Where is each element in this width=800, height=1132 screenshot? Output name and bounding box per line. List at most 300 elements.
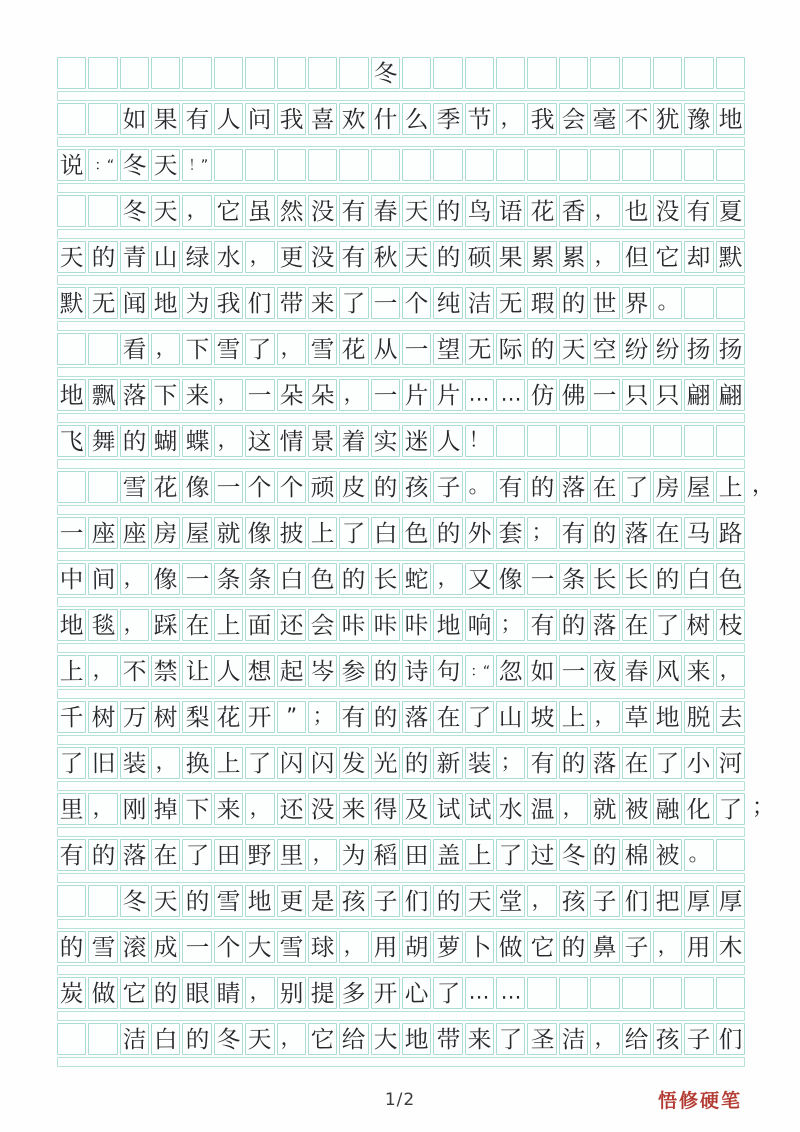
handwritten-character: 里 (279, 841, 304, 869)
grid-cell (120, 195, 149, 227)
grid-cell (151, 517, 180, 549)
handwritten-character: 带 (279, 289, 304, 317)
grid-cell (622, 839, 651, 871)
handwritten-character: ， (280, 1026, 302, 1051)
grid-cell (716, 379, 745, 411)
grid-cell (151, 149, 180, 181)
handwritten-character: 如 (530, 657, 555, 685)
handwritten-character: 闻 (122, 289, 147, 317)
handwritten-character: 它 (310, 1025, 335, 1053)
row-spacer (57, 459, 745, 469)
handwritten-character: 天 (153, 151, 178, 179)
grid-cell (653, 793, 682, 825)
row-cells (57, 333, 745, 365)
grid-cell (151, 379, 180, 411)
grid-cell (465, 839, 494, 871)
handwritten-character: 长 (592, 565, 617, 593)
handwritten-character: 地 (59, 611, 84, 639)
grid-cell (151, 931, 180, 963)
handwritten-character: 的 (153, 979, 178, 1007)
handwritten-character: 望 (436, 335, 461, 363)
grid-cell (371, 149, 400, 181)
grid-cell (339, 517, 368, 549)
handwritten-character: 子 (624, 933, 649, 961)
handwritten-character: 参 (341, 657, 366, 685)
row-spacer (57, 781, 745, 791)
grid-cell (527, 563, 556, 595)
grid-cell (214, 977, 243, 1009)
grid-cell (684, 839, 713, 871)
grid-cell (653, 517, 682, 549)
row-cells (57, 655, 745, 687)
grid-cell (57, 103, 86, 135)
row-spacer (57, 505, 745, 515)
handwritten-character: 像 (247, 519, 272, 547)
grid-cell (590, 701, 619, 733)
handwritten-character: 蛇 (404, 565, 429, 593)
handwritten-character: 一 (59, 519, 84, 547)
grid-cell (214, 517, 243, 549)
grid-cell (57, 931, 86, 963)
grid-cell (245, 425, 274, 457)
handwritten-character: 成 (153, 933, 178, 961)
grid-cell (590, 885, 619, 917)
handwritten-character: … (468, 382, 490, 407)
handwritten-character: 里 (59, 795, 84, 823)
handwritten-character: 落 (624, 519, 649, 547)
grid-cell (433, 195, 462, 227)
grid-cell (653, 57, 682, 89)
handwritten-character: 野 (247, 841, 272, 869)
grid-cell (465, 57, 494, 89)
handwritten-character: 的 (341, 565, 366, 593)
grid-cell (88, 471, 117, 503)
grid-cell (308, 471, 337, 503)
handwritten-character: 天 (467, 887, 492, 915)
grid-cell (151, 57, 180, 89)
grid-cell (120, 103, 149, 135)
grid-cell (559, 195, 588, 227)
grid-cell (308, 931, 337, 963)
handwritten-character: 落 (122, 381, 147, 409)
handwritten-character: 一 (185, 565, 210, 593)
handwritten-character: 了 (624, 473, 649, 501)
watermark-signature: 悟修硬笔 (657, 1090, 742, 1112)
grid-cell (182, 839, 211, 871)
handwritten-character: 有 (530, 749, 555, 777)
handwritten-character: 有 (185, 105, 210, 133)
grid-cell (590, 287, 619, 319)
grid-cell (433, 701, 462, 733)
handwritten-character: 无 (467, 335, 492, 363)
handwritten-character: 从 (373, 335, 398, 363)
handwritten-character: 长 (373, 565, 398, 593)
row-spacer (57, 229, 745, 239)
grid-cell (308, 977, 337, 1009)
grid-cell (120, 379, 149, 411)
handwritten-character: 被 (655, 841, 680, 869)
grid-cell (339, 839, 368, 871)
row-cells (57, 1023, 745, 1055)
handwritten-character: 了 (341, 519, 366, 547)
grid-cell (277, 149, 306, 181)
grid-row (57, 931, 745, 975)
handwritten-character: 田 (404, 841, 429, 869)
grid-cell (622, 563, 651, 595)
handwritten-character: 累 (530, 243, 555, 271)
handwritten-character: 地 (655, 703, 680, 731)
grid-cell (559, 563, 588, 595)
grid-cell (182, 517, 211, 549)
handwritten-character: 下 (153, 381, 178, 409)
handwritten-character: 顽 (310, 473, 335, 501)
grid-cell (308, 241, 337, 273)
grid-cell (371, 655, 400, 687)
row-spacer (57, 1011, 745, 1021)
handwritten-character: 下 (185, 795, 210, 823)
handwritten-character: 没 (310, 795, 335, 823)
grid-cell (527, 517, 556, 549)
grid-cell (559, 149, 588, 181)
handwritten-character: 上 (718, 473, 743, 501)
grid-cell (622, 149, 651, 181)
handwritten-character: 我 (279, 105, 304, 133)
handwritten-character: 的 (373, 473, 398, 501)
grid-cell (496, 425, 525, 457)
handwritten-character: 座 (91, 519, 116, 547)
handwritten-character: 了 (341, 289, 366, 317)
handwritten-character: 片 (404, 381, 429, 409)
handwritten-character: 棉 (624, 841, 649, 869)
handwritten-character: 地 (436, 611, 461, 639)
grid-cell (433, 471, 462, 503)
grid-cell (182, 379, 211, 411)
grid-cell (339, 57, 368, 89)
grid-cell (277, 609, 306, 641)
handwritten-character: 景 (310, 427, 335, 455)
row-cells (57, 149, 745, 181)
grid-cell (245, 287, 274, 319)
grid-cell (465, 655, 494, 687)
handwritten-character: 毯 (91, 611, 116, 639)
handwritten-character: 花 (153, 473, 178, 501)
grid-cell (371, 425, 400, 457)
handwritten-character: 厚 (718, 887, 743, 915)
handwritten-character: 眼 (185, 979, 210, 1007)
handwritten-character: 球 (310, 933, 335, 961)
handwritten-character: 面 (247, 611, 272, 639)
handwritten-character: 一 (373, 381, 398, 409)
handwritten-character: 温 (530, 795, 555, 823)
handwritten-character: 了 (436, 979, 461, 1007)
grid-cell (88, 1023, 117, 1055)
grid-cell (339, 931, 368, 963)
grid-cell (653, 379, 682, 411)
row-spacer (57, 965, 745, 975)
grid-cell (57, 977, 86, 1009)
handwritten-character: 的 (436, 243, 461, 271)
handwritten-character: ， (531, 888, 553, 913)
grid-cell (182, 931, 211, 963)
handwritten-character: 季 (436, 105, 461, 133)
grid-cell (57, 241, 86, 273)
handwritten-character: 洁 (467, 289, 492, 317)
grid-cell (684, 287, 713, 319)
handwritten-character: 落 (404, 703, 429, 731)
handwritten-character: ， (594, 244, 616, 269)
handwritten-character: 萝 (436, 933, 461, 961)
handwritten-character: 了 (498, 841, 523, 869)
grid-cell (684, 57, 713, 89)
handwritten-character: ！” (188, 155, 207, 174)
grid-cell (622, 701, 651, 733)
handwritten-character: 路 (718, 519, 743, 547)
grid-cell (214, 287, 243, 319)
grid-cell (371, 1023, 400, 1055)
grid-cell (339, 333, 368, 365)
handwritten-character: 冬 (122, 197, 147, 225)
row-spacer (57, 367, 745, 377)
grid-cell (339, 609, 368, 641)
handwritten-character: 有 (498, 473, 523, 501)
row-spacer (57, 183, 745, 193)
grid-cell (716, 1023, 745, 1055)
handwritten-character: 纷 (624, 335, 649, 363)
grid-cell (245, 977, 274, 1009)
grid-cell (653, 655, 682, 687)
handwritten-character: 冬 (122, 887, 147, 915)
grid-cell (277, 701, 306, 733)
grid-cell (339, 793, 368, 825)
handwritten-character: 小 (686, 749, 711, 777)
handwritten-character: 朵 (279, 381, 304, 409)
grid-cell (622, 793, 651, 825)
grid-cell (57, 885, 86, 917)
grid-cell (590, 839, 619, 871)
grid-cell (402, 609, 431, 641)
grid-cell (684, 747, 713, 779)
handwritten-character: 一 (592, 381, 617, 409)
handwritten-character: 的 (185, 887, 210, 915)
grid-cell (57, 793, 86, 825)
handwritten-character: 脱 (686, 703, 711, 731)
handwritten-character: 也 (624, 197, 649, 225)
grid-cell (653, 839, 682, 871)
handwritten-character: 座 (122, 519, 147, 547)
handwritten-character: 装 (122, 749, 147, 777)
grid-cell (245, 563, 274, 595)
handwritten-character: 了 (467, 703, 492, 731)
grid-cell (245, 149, 274, 181)
handwritten-character: 一 (247, 381, 272, 409)
handwritten-character: 飞 (59, 427, 84, 455)
handwritten-character: 天 (404, 197, 429, 225)
handwritten-character: 子 (373, 887, 398, 915)
grid-cell (214, 655, 243, 687)
grid-cell (684, 471, 713, 503)
grid-cell (402, 287, 431, 319)
handwritten-character: 又 (467, 565, 492, 593)
grid-cell (245, 103, 274, 135)
grid-cell (57, 471, 86, 503)
grid-cell (120, 563, 149, 595)
row-cells (57, 287, 745, 319)
handwritten-character: 换 (185, 749, 210, 777)
grid-row (57, 885, 745, 929)
handwritten-character: 花 (216, 703, 241, 731)
handwritten-character: … (500, 382, 522, 407)
grid-cell (151, 609, 180, 641)
grid-row (57, 747, 745, 791)
handwritten-character: 地 (718, 105, 743, 133)
grid-cell (151, 563, 180, 595)
handwritten-character: 只 (624, 381, 649, 409)
grid-cell (120, 425, 149, 457)
handwritten-character: 落 (592, 611, 617, 639)
grid-cell (371, 701, 400, 733)
grid-cell (151, 885, 180, 917)
grid-cell (527, 885, 556, 917)
handwritten-character: 地 (404, 1025, 429, 1053)
grid-cell (308, 425, 337, 457)
handwritten-character: 为 (341, 841, 366, 869)
grid-cell (622, 517, 651, 549)
grid-cell (590, 931, 619, 963)
handwritten-character: 界 (624, 289, 649, 317)
grid-cell (214, 57, 243, 89)
grid-cell (120, 149, 149, 181)
grid-cell (277, 885, 306, 917)
handwritten-character: 实 (373, 427, 398, 455)
handwritten-character: 这 (247, 427, 272, 455)
grid-cell (371, 517, 400, 549)
handwritten-character: 树 (153, 703, 178, 731)
row-spacer (57, 735, 745, 745)
handwritten-character: ， (500, 106, 522, 131)
grid-cell (277, 195, 306, 227)
grid-cell (120, 241, 149, 273)
grid-cell (590, 425, 619, 457)
grid-cell (527, 287, 556, 319)
handwritten-character: 长 (624, 565, 649, 593)
handwritten-character: 上 (467, 841, 492, 869)
grid-row (57, 839, 745, 883)
grid-cell (590, 471, 619, 503)
grid-cell (716, 655, 745, 687)
grid-cell (57, 563, 86, 595)
grid-cell (402, 103, 431, 135)
grid-cell (277, 379, 306, 411)
grid-cell (465, 471, 494, 503)
grid-cell (653, 563, 682, 595)
handwritten-character: 别 (279, 979, 304, 1007)
handwritten-character: 天 (59, 243, 84, 271)
grid-cell (653, 747, 682, 779)
handwritten-character: 个 (404, 289, 429, 317)
grid-cell (277, 425, 306, 457)
grid-cell (433, 379, 462, 411)
grid-cell (496, 103, 525, 135)
grid-cell (88, 609, 117, 641)
grid-cell (527, 57, 556, 89)
grid-cell (402, 1023, 431, 1055)
grid-cell (559, 609, 588, 641)
handwritten-character: 融 (655, 795, 680, 823)
row-cells (57, 471, 745, 503)
grid-cell (559, 1023, 588, 1055)
grid-cell (433, 563, 462, 595)
grid-cell (371, 885, 400, 917)
grid-cell (339, 655, 368, 687)
grid-row (57, 241, 745, 285)
grid-cell (245, 747, 274, 779)
handwritten-character: 色 (718, 565, 743, 593)
grid-cell (214, 103, 243, 135)
handwritten-character: 为 (185, 289, 210, 317)
grid-cell (402, 195, 431, 227)
grid-cell (465, 1023, 494, 1055)
grid-cell (182, 655, 211, 687)
grid-cell (653, 149, 682, 181)
handwritten-character: 舞 (91, 427, 116, 455)
handwritten-character: ， (280, 336, 302, 361)
grid-cell (214, 609, 243, 641)
grid-cell (88, 241, 117, 273)
handwritten-character: 的 (373, 657, 398, 685)
handwritten-character: 们 (624, 887, 649, 915)
handwritten-character: 瑕 (530, 289, 555, 317)
handwritten-character: 树 (686, 611, 711, 639)
handwritten-character: 人 (436, 427, 461, 455)
grid-cell (496, 885, 525, 917)
grid-cell (465, 977, 494, 1009)
grid-cell (245, 471, 274, 503)
grid-cell (151, 241, 180, 273)
handwritten-character: 落 (122, 841, 147, 869)
grid-cell (88, 977, 117, 1009)
grid-cell (245, 701, 274, 733)
grid-cell (88, 931, 117, 963)
handwritten-character: ， (594, 1026, 616, 1051)
grid-cell (88, 333, 117, 365)
handwritten-character: 了 (655, 611, 680, 639)
handwritten-character: 在 (624, 749, 649, 777)
grid-cell (527, 103, 556, 135)
grid-cell (277, 57, 306, 89)
grid-cell (57, 57, 86, 89)
handwritten-character: 多 (341, 979, 366, 1007)
grid-cell (496, 517, 525, 549)
grid-cell (57, 839, 86, 871)
row-spacer (57, 275, 745, 285)
handwritten-character: ； (531, 520, 553, 545)
handwritten-character: 我 (216, 289, 241, 317)
handwritten-character: 的 (436, 197, 461, 225)
grid-row (57, 103, 745, 147)
handwritten-character: 大 (373, 1025, 398, 1053)
grid-cell (716, 195, 745, 227)
grid-cell (716, 57, 745, 89)
grid-cell (151, 793, 180, 825)
handwritten-character: … (468, 980, 490, 1005)
grid-cell (308, 1023, 337, 1055)
grid-cell (653, 471, 682, 503)
row-spacer (57, 551, 745, 561)
grid-cell (57, 149, 86, 181)
grid-row (57, 563, 745, 607)
grid-cell (88, 517, 117, 549)
grid-cell (120, 793, 149, 825)
